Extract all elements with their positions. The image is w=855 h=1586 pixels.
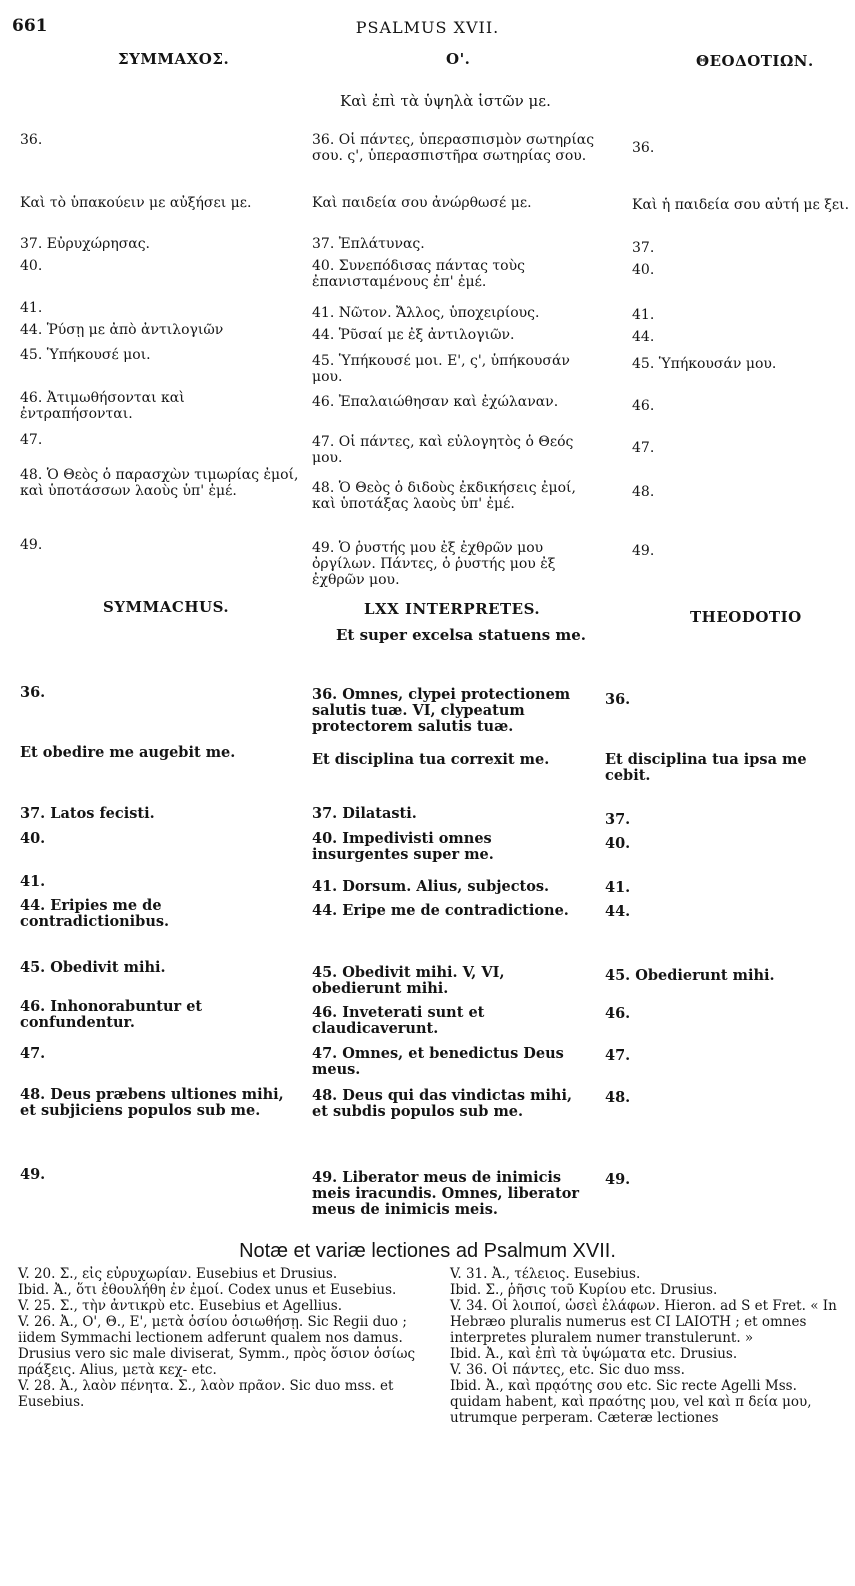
entry: 37. Latos fecisti. [20, 805, 155, 822]
entry: 36. Omnes, clypei protectionem salutis tuæ. VI, clypeatum protectorem salutis tuæ. [312, 686, 571, 735]
note-entry: Ibid. Ἀ., καὶ πρᾳότης σου etc. Sic recte Agelli Mss. quidam habent, καὶ πραότης μου, vel καὶ π δεία μου, utrumque perperam. Cæteræ lectiones [450, 1378, 812, 1426]
entry: 36. [20, 684, 46, 701]
entry: 41. [632, 307, 655, 323]
entry: 45. Obedivit mihi. V, VI, obedierunt mihi. [312, 964, 505, 997]
entry: 45. Ὑπήκουσέ μοι. Ε', ς', ὑπήκουσάν μου. [312, 353, 570, 385]
entry: Et obedire me augebit me. [20, 744, 236, 761]
entry: 40. Impedivisti omnes insurgentes super me. [312, 830, 494, 863]
entry: 44. [632, 329, 655, 345]
entry: 45. Ὑπήκουσάν μου. [632, 356, 777, 372]
note-entry: V. 34. Οἱ λοιποί, ὡσεὶ ἐλάφων. Hieron. ad S et Fret. « In Hebræo pluralis numerus est CI LAIOTH ; et omnes interpretes pluralem numer transtulerunt. » [450, 1298, 837, 1346]
entry: 46. Inveterati sunt et claudicaverunt. [312, 1004, 485, 1037]
entry: 47. [20, 1045, 46, 1062]
entry: 49. Ὁ ῥυστής μου ἐξ ἐχθρῶν μου ὀργίλων. Πάντες, ὁ ῥυστής μου ἐξ ἐχθρῶν μου. [312, 540, 556, 588]
entry: 47. [632, 440, 655, 456]
note-entry: V. 20. Σ., εἰς εὐρυχωρίαν. Eusebius et Drusius. [18, 1266, 338, 1282]
entry: 37. [605, 811, 631, 828]
entry: 49. [632, 543, 655, 559]
note-entry: Ibid. Ἀ., καὶ ἐπὶ τὰ ὑψώματα etc. Drusius. [450, 1346, 738, 1362]
entry: 48. [632, 484, 655, 500]
entry: 47. Omnes, et benedictus Deus meus. [312, 1045, 564, 1078]
entry: 40. [632, 262, 655, 278]
entry: 45. Obedierunt mihi. [605, 967, 775, 984]
latin-subhead: Et super excelsa statuens me. [336, 626, 587, 644]
greek-header-lxx: Ο'. [446, 50, 471, 68]
entry: 36. [20, 132, 43, 148]
entry: 48. Deus qui das vindictas mihi, et subdis populos sub me. [312, 1087, 573, 1120]
entry: 45. Obedivit mihi. [20, 959, 166, 976]
note-entry: Ibid. Ἀ., ὅτι ἐθουλήθη ἐν ἐμοί. Codex unus et Eusebius. [18, 1282, 397, 1298]
entry: 46. Ἐπαλαιώθησαν καὶ ἐχώλαναν. [312, 394, 559, 410]
entry: Καὶ παιδεία σου ἀνώρθωσέ με. [312, 195, 532, 211]
page-number: 661 [12, 16, 48, 36]
entry: Et disciplina tua ipsa me cebit. [605, 751, 807, 784]
latin-header-lxx: LXX INTERPRETES. [364, 600, 541, 618]
entry: 49. [605, 1171, 631, 1188]
greek-subhead: Καὶ ἐπὶ τὰ ὑψηλὰ ἱστῶν με. [340, 92, 551, 110]
entry: 40. [20, 258, 43, 274]
entry: 36. [605, 691, 631, 708]
note-entry: V. 25. Σ., τὴν ἀντικρὺ etc. Eusebius et Agellius. [18, 1298, 343, 1314]
entry: 46. [632, 398, 655, 414]
entry: 40. [605, 835, 631, 852]
entry: 36. Οἱ πάντες, ὑπερασπισμὸν σωτηρίας σου. ς', ὑπερασπιστῆρα σωτηρίας σου. [312, 132, 595, 164]
notes-title: Notæ et variæ lectiones ad Psalmum XVII. [239, 1240, 616, 1262]
entry: 49. Liberator meus de inimicis meis iracundis. Omnes, liberator meus de inimicis meis. [312, 1169, 580, 1218]
entry: 48. Ὁ Θεὸς ὁ παρασχὼν τιμωρίας ἐμοί, καὶ ὑποτάσσων λαοὺς ὑπ' ἐμέ. [20, 467, 299, 499]
entry: 44. Eripe me de contradictione. [312, 902, 569, 919]
entry: 37. [632, 240, 655, 256]
entry: 36. [632, 140, 655, 156]
entry: 44. Ῥύσῃ με ἀπὸ ἀντιλογιῶν [20, 322, 224, 338]
notes-right-column [450, 1266, 850, 1426]
entry: 45. Ὑπήκουσέ μοι. [20, 347, 151, 363]
entry: 48. [605, 1089, 631, 1106]
entry: 46. [605, 1005, 631, 1022]
entry: 44. Ῥῦσαί με ἐξ ἀντιλογιῶν. [312, 327, 515, 343]
note-entry: V. 36. Οἱ πάντες, etc. Sic duo mss. [450, 1362, 685, 1378]
notes-left-column [18, 1266, 436, 1410]
entry: 47. [20, 432, 43, 448]
entry: 48. Deus præbens ultiones mihi, et subjiciens populos sub me. [20, 1086, 284, 1119]
entry: 41. [605, 879, 631, 896]
note-entry: V. 31. Ἀ., τέλειος. Eusebius. [450, 1266, 641, 1282]
entry: Et disciplina tua correxit me. [312, 751, 550, 768]
entry: 41. [20, 300, 43, 316]
entry: Καὶ ἡ παιδεία σου αὐτή με ξει. [632, 197, 850, 213]
entry: 41. Νῶτον. Ἄλλος, ὑποχειρίους. [312, 305, 540, 321]
entry: 37. Dilatasti. [312, 805, 417, 822]
entry: 46. Inhonorabuntur et confundentur. [20, 998, 203, 1031]
entry: Καὶ τὸ ὑπακούειν με αὐξήσει με. [20, 195, 252, 211]
entry: 46. Ἀτιμωθήσονται καὶ ἐντραπήσονται. [20, 390, 185, 422]
entry: 48. Ὁ Θεὸς ὁ διδοὺς ἐκδικήσεις ἐμοί, καὶ ὑποτάξας λαοὺς ὑπ' ἐμέ. [312, 480, 576, 512]
entry: 49. [20, 1166, 46, 1183]
note-entry: Ibid. Σ., ῥῆσις τοῦ Κυρίου etc. Drusius. [450, 1282, 718, 1298]
entry: 41. [20, 873, 46, 890]
entry: 37. Ἐπλάτυνας. [312, 236, 425, 252]
running-head: PSALMUS XVII. [355, 18, 500, 37]
note-entry: V. 26. Ἀ., Ο', Θ., Ε', μετὰ ὁσίου ὁσιωθήσῃ. Sic Regii duo ; iidem Symmachi lectionem adferunt qualem nos damus. Drusius vero sic male diviserat, Symm., πρὸς ὅσιον ὁσίως πράξεις. Alius, μετὰ κεχ- etc. [18, 1314, 416, 1378]
entry: 44. [605, 903, 631, 920]
entry: 37. Εὐρυχώρησας. [20, 236, 151, 252]
greek-header-symmachus: ΣΥΜΜΑΧΟΣ. [118, 50, 230, 68]
entry: 47. [605, 1047, 631, 1064]
entry: 44. Eripies me de contradictionibus. [20, 897, 170, 930]
entry: 49. [20, 537, 43, 553]
entry: 47. Οἱ πάντες, καὶ εὐλογητὸς ὁ Θεός μου. [312, 434, 574, 466]
latin-header-theodotion: THEODOTIO [690, 608, 802, 626]
entry: 40. [20, 830, 46, 847]
entry: 40. Συνεπόδισας πάντας τοὺς ἐπανισταμένους ἐπ' ἐμέ. [312, 258, 525, 290]
entry: 41. Dorsum. Alius, subjectos. [312, 878, 550, 895]
latin-header-symmachus: SYMMACHUS. [103, 598, 230, 616]
greek-header-theodotion: ΘΕΟΔΟΤΙΩΝ. [696, 52, 814, 70]
note-entry: V. 28. Ἀ., λαὸν πένητα. Σ., λαὸν πρᾶον. Sic duo mss. et Eusebius. [18, 1378, 394, 1410]
